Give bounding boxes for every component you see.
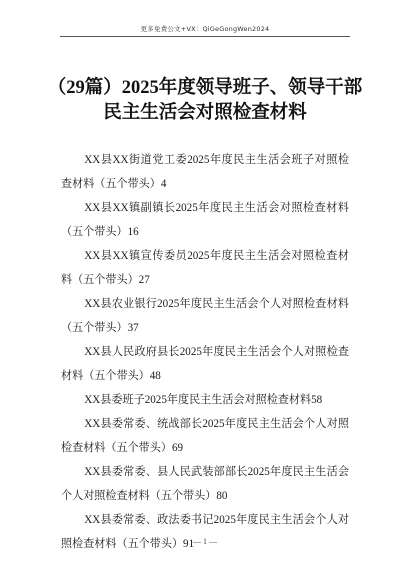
- table-of-contents: [61, 148, 349, 556]
- toc-item[interactable]: XX县农业银行2025年度民主生活会个人对照检查材料（五个带头）37: [61, 298, 349, 334]
- page-number: — 1 —: [193, 537, 217, 546]
- header-note: 更多免费公文+VX：QiGeGongWen2024: [140, 25, 270, 33]
- header-rule: [60, 36, 350, 37]
- document-title: [30, 76, 380, 126]
- toc-item[interactable]: XX县XX街道党工委2025年度民主生活会班子对照检查材料（五个带头）4: [61, 154, 349, 190]
- toc-item[interactable]: XX县人民政府县长2025年度民主生活会个人对照检查材料（五个带头）48: [61, 346, 349, 382]
- title-line-1: （29篇）2025年度领导班子、领导干部: [47, 78, 363, 98]
- title-line-2: 民主生活会对照检查材料: [103, 103, 307, 123]
- toc-item[interactable]: XX县委常委、县人民武装部部长2025年度民主生活会个人对照检查材料（五个带头）80: [61, 466, 349, 502]
- toc-item[interactable]: XX县委班子2025年度民主生活会对照检查材料58: [84, 394, 323, 406]
- toc-item[interactable]: XX县XX镇宣传委员2025年度民主生活会对照检查材料（五个带头）27: [61, 250, 349, 286]
- toc-item[interactable]: XX县委常委、政法委书记2025年度民主生活会个人对照检查材料（五个带头）91: [61, 514, 349, 550]
- toc-item[interactable]: XX县XX镇副镇长2025年度民主生活会对照检查材料（五个带头）16: [61, 202, 349, 238]
- toc-item[interactable]: XX县委常委、统战部长2025年度民主生活会个人对照检查材料（五个带头）69: [61, 418, 349, 454]
